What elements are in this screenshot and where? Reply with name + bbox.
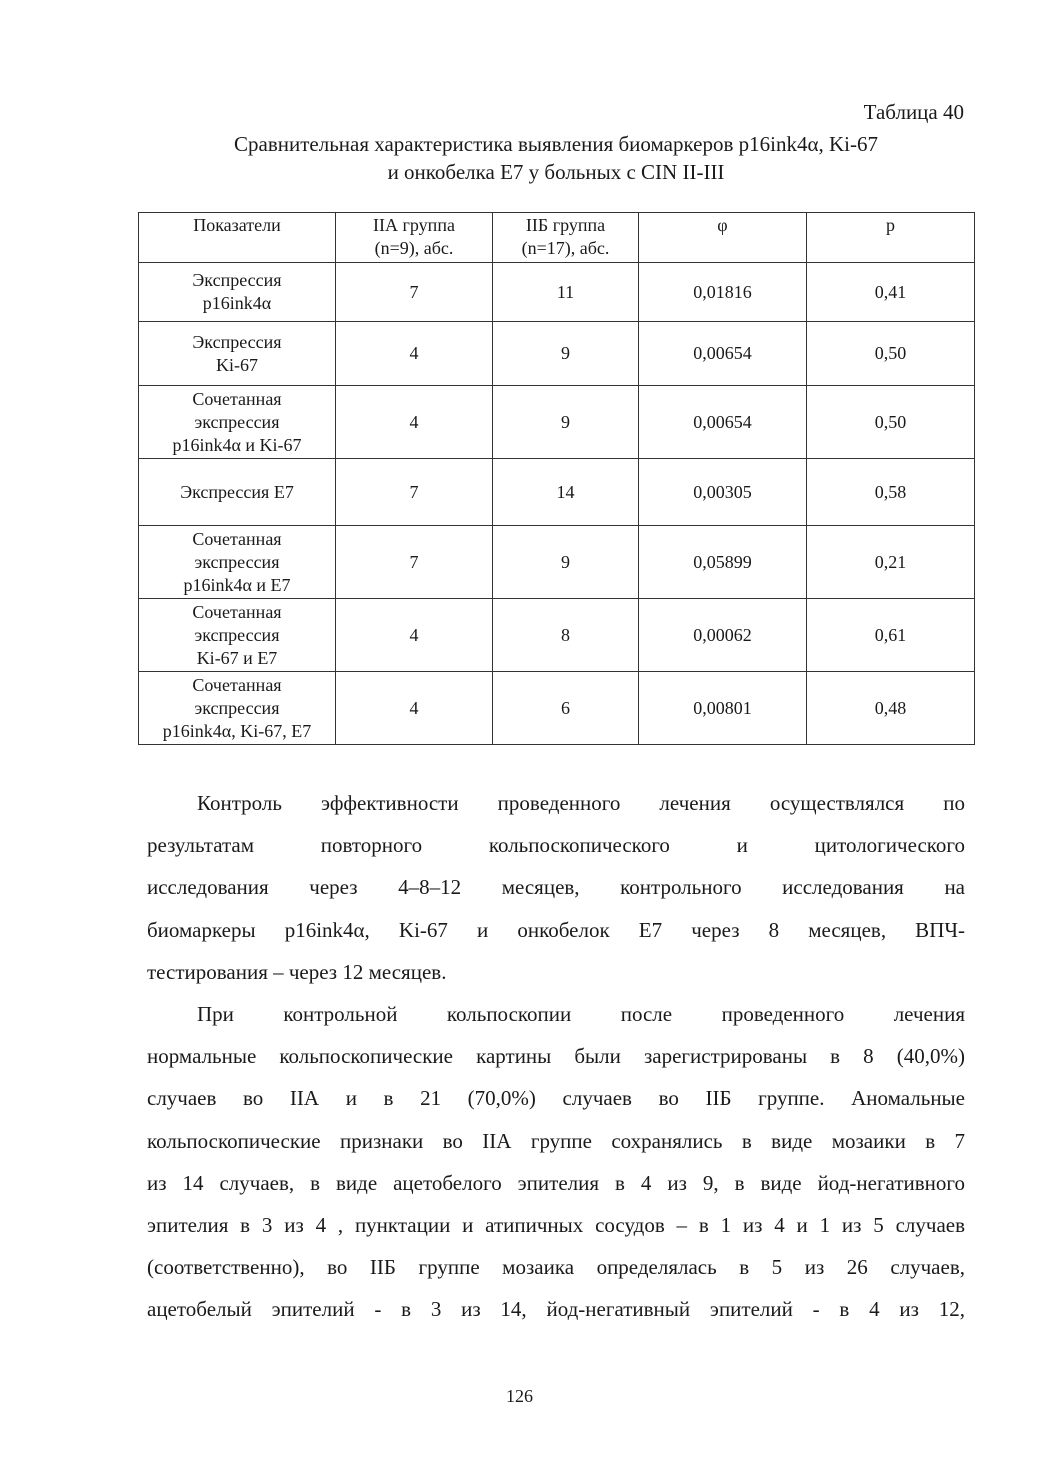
cell-iib: 8 xyxy=(493,599,639,672)
header-phi xyxy=(639,213,807,263)
cell-iia: 4 xyxy=(336,599,493,672)
cell-iia: 4 xyxy=(336,386,493,459)
cell-p: 0,50 xyxy=(807,322,975,386)
paragraph-line: биомаркеры p16ink4α, Ki-67 и онкобелок Е7 через 8 месяцев, ВПЧ- xyxy=(147,917,965,942)
row-label-line: p16ink4α, Ki-67, Е7 xyxy=(162,720,312,741)
biomarker-table xyxy=(138,212,975,745)
cell-p: 0,21 xyxy=(807,526,975,599)
table-header-row xyxy=(139,213,975,263)
cell-iib: 14 xyxy=(493,459,639,526)
header-p xyxy=(807,213,975,263)
cell-phi: 0,01816 xyxy=(639,263,807,322)
cell-iia: 7 xyxy=(336,263,493,322)
row-label-line: Экспрессия xyxy=(192,331,282,352)
table-row xyxy=(139,526,975,599)
table-caption-title xyxy=(138,130,974,186)
table-row xyxy=(139,263,975,322)
paragraph-line: эпителия в 3 из 4 , пунктации и атипичных сосудов – в 1 из 4 и 1 из 5 случаев xyxy=(147,1213,965,1238)
header-group-iib xyxy=(493,213,639,263)
cell-phi: 0,00654 xyxy=(639,386,807,459)
row-label-line: Сочетанная xyxy=(192,528,282,549)
cell-phi: 0,00305 xyxy=(639,459,807,526)
table-row xyxy=(139,322,975,386)
cell-phi: 0,00062 xyxy=(639,599,807,672)
row-label-line: Сочетанная xyxy=(192,674,282,695)
row-label xyxy=(139,459,336,526)
cell-p: 0,41 xyxy=(807,263,975,322)
paragraph-line: ацетобелый эпителий - в 3 из 14, йод-негативный эпителий - в 4 из 12, xyxy=(147,1297,965,1322)
caption-title-line: Сравнительная характеристика выявления биомаркеров p16ink4α, Ki-67 xyxy=(234,132,878,156)
cell-iib: 9 xyxy=(493,322,639,386)
table-row xyxy=(139,386,975,459)
cell-phi: 0,05899 xyxy=(639,526,807,599)
paragraph-line: из 14 случаев, в виде ацетобелого эпителия в 4 из 9, в виде йод-негативного xyxy=(147,1170,965,1195)
header-indicators xyxy=(139,213,336,263)
cell-p: 0,48 xyxy=(807,672,975,745)
row-label-line: Ki-67 xyxy=(216,354,258,375)
row-label xyxy=(139,599,336,672)
cell-iia: 4 xyxy=(336,322,493,386)
row-label-line: Экспрессия xyxy=(192,270,282,290)
row-label-line: p16ink4α и Е7 xyxy=(183,574,291,595)
header-text: Показатели xyxy=(193,215,281,235)
paragraph-line: кольпоскопические признаки во IIА группе сохранялись в виде мозаики в 7 xyxy=(147,1128,965,1153)
page-number: 126 xyxy=(506,1386,533,1406)
cell-iib: 9 xyxy=(493,526,639,599)
paragraph-line: Контроль эффективности проведенного лечения осуществлялся по xyxy=(197,791,965,815)
paragraph-line: результатам повторного кольпоскопического и цитологического xyxy=(147,833,965,858)
cell-phi: 0,00654 xyxy=(639,322,807,386)
row-label-line: Сочетанная xyxy=(192,601,282,622)
row-label xyxy=(139,263,336,322)
cell-p: 0,58 xyxy=(807,459,975,526)
paragraph-colposcopy-results xyxy=(147,993,965,1331)
row-label xyxy=(139,386,336,459)
paragraph-treatment-control xyxy=(147,782,965,993)
row-label-line: экспрессия xyxy=(194,624,280,645)
table-row xyxy=(139,599,975,672)
caption-title-line: и онкобелка Е7 у больных с CIN II-III xyxy=(387,160,725,184)
paragraph-line: нормальные кольпоскопические картины были зарегистрированы в 8 (40,0%) xyxy=(147,1044,965,1069)
row-label-line: экспрессия xyxy=(194,551,280,572)
cell-iib: 9 xyxy=(493,386,639,459)
cell-iia: 4 xyxy=(336,672,493,745)
row-label xyxy=(139,526,336,599)
cell-p: 0,61 xyxy=(807,599,975,672)
row-label-line: Сочетанная xyxy=(192,388,282,409)
cell-iib: 11 xyxy=(493,263,639,322)
table-row xyxy=(139,459,975,526)
row-label-line: p16ink4α xyxy=(202,293,272,313)
header-text: IIБ группа xyxy=(525,215,606,235)
row-label-line: p16ink4α и Ki-67 xyxy=(172,434,302,455)
header-text: p xyxy=(886,215,895,235)
row-label xyxy=(139,322,336,386)
table-row xyxy=(139,672,975,745)
cell-iia: 7 xyxy=(336,526,493,599)
row-label-line: экспрессия xyxy=(194,697,280,718)
cell-iia: 7 xyxy=(336,459,493,526)
row-label xyxy=(139,672,336,745)
paragraph-line: исследования через 4–8–12 месяцев, контрольного исследования на xyxy=(147,875,965,900)
row-label-line: Ki-67 и Е7 xyxy=(196,647,278,668)
header-text: (n=17), абс. xyxy=(521,238,610,258)
paragraph-line: случаев во IIА и в 21 (70,0%) случаев во IIБ группе. Аномальные xyxy=(147,1086,965,1111)
header-text: IIА группа xyxy=(373,215,455,235)
cell-phi: 0,00801 xyxy=(639,672,807,745)
paragraph-line: тестирования – через 12 месяцев. xyxy=(147,959,447,984)
table-caption-number: Таблица 40 xyxy=(863,100,964,124)
cell-iib: 6 xyxy=(493,672,639,745)
row-label-line: экспрессия xyxy=(194,411,280,432)
header-text: φ xyxy=(717,215,728,235)
header-group-iia xyxy=(336,213,493,263)
paragraph-line: При контрольной кольпоскопии после проведенного лечения xyxy=(197,1002,965,1026)
paragraph-line: (соответственно), во IIБ группе мозаика определялась в 5 из 26 случаев, xyxy=(147,1255,965,1280)
cell-p: 0,50 xyxy=(807,386,975,459)
header-text: (n=9), абс. xyxy=(374,238,454,258)
row-label-line: Экспрессия Е7 xyxy=(180,481,294,502)
